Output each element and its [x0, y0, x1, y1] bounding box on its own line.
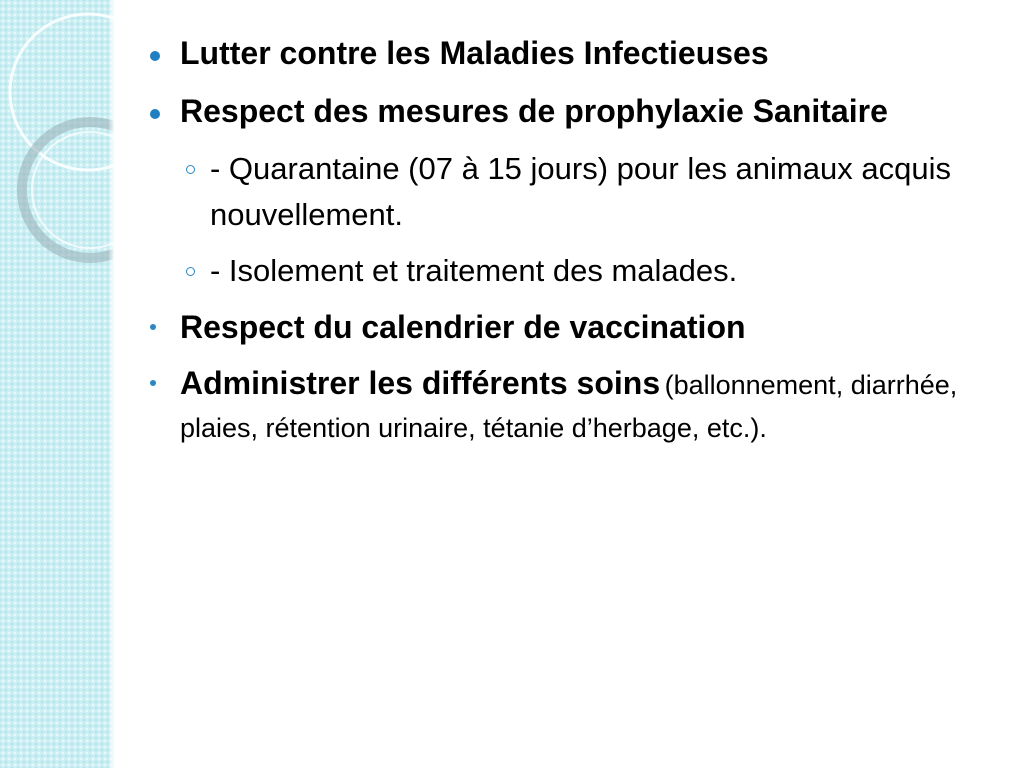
hollow-ring-bullet-icon	[186, 165, 195, 174]
filled-circle-bullet-icon	[150, 380, 156, 386]
bullet-text-4	[180, 360, 990, 452]
filled-circle-bullet-icon	[150, 51, 160, 61]
hollow-ring-bullet-icon	[186, 267, 195, 276]
side-decoration-panel	[0, 0, 114, 768]
sub-bullet-text-2: - Isolement et traitement des malades.	[210, 253, 738, 288]
bullet-text-1: Lutter contre les Maladies Infectieuses	[180, 35, 769, 71]
filled-circle-bullet-icon	[150, 324, 156, 330]
slide-content	[148, 30, 990, 452]
bullet-text-4-detail: (ballonnement, diarrhée, plaies, rétention urinaire, tétanie d’herbage, etc.).	[180, 370, 958, 443]
bullet-item-1	[148, 30, 990, 76]
side-panel-edge	[108, 0, 114, 768]
filled-circle-bullet-icon	[150, 109, 160, 119]
sub-bullet-item-1	[148, 146, 990, 238]
sub-bullet-item-2	[148, 248, 990, 294]
bullet-text-4-bold: Administrer les différents soins	[180, 365, 661, 401]
sub-bullet-text-1: - Quarantaine (07 à 15 jours) pour les animaux acquis nouvellement.	[210, 151, 951, 232]
bullet-text-3: Respect du calendrier de vaccination	[180, 309, 746, 345]
bullet-item-2	[148, 88, 990, 134]
bullet-text-2: Respect des mesures de prophylaxie Sanitaire	[180, 93, 888, 129]
bullet-item-3	[148, 304, 990, 350]
circle-rings-decoration	[0, 0, 114, 768]
bullet-item-4	[148, 360, 990, 452]
